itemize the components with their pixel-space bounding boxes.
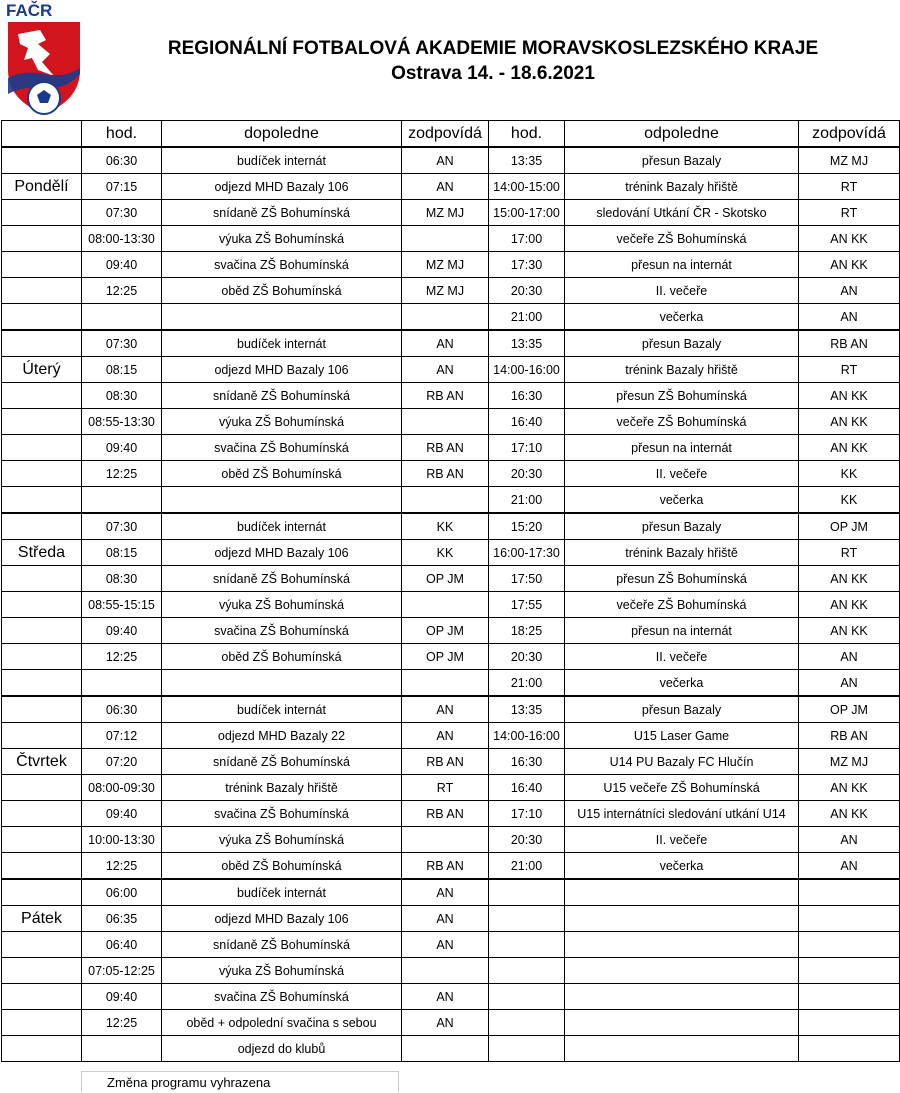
responsible-pm-cell: AN KK	[799, 592, 900, 618]
activity-am-cell: odjezd MHD Bazaly 106	[162, 357, 402, 383]
responsible-pm-cell: AN	[799, 304, 900, 331]
responsible-pm-cell: OP JM	[799, 513, 900, 540]
day-cell	[2, 775, 82, 801]
time-pm-cell: 21:00	[489, 670, 565, 697]
table-row	[2, 487, 900, 514]
header-cell-dopoledne: dopoledne	[162, 121, 402, 148]
activity-am-cell: oběd ZŠ Bohumínská	[162, 461, 402, 487]
day-cell	[2, 670, 82, 697]
activity-pm-cell: trénink Bazaly hřiště	[565, 540, 799, 566]
time-pm-cell	[489, 879, 565, 906]
table-row	[2, 357, 900, 383]
time-pm-cell: 21:00	[489, 853, 565, 880]
responsible-am-cell: AN	[402, 696, 489, 723]
activity-am-cell: výuka ZŠ Bohumínská	[162, 827, 402, 853]
activity-pm-cell: U15 večeře ZŠ Bohumínská	[565, 775, 799, 801]
day-cell: Pátek	[2, 906, 82, 932]
table-row	[2, 958, 900, 984]
activity-pm-cell: II. večeře	[565, 644, 799, 670]
day-cell	[2, 278, 82, 304]
activity-am-cell: výuka ZŠ Bohumínská	[162, 226, 402, 252]
program-note: Změna programu vyhrazena	[81, 1071, 399, 1092]
time-am-cell: 07:12	[82, 723, 162, 749]
time-pm-cell: 20:30	[489, 461, 565, 487]
responsible-am-cell	[402, 827, 489, 853]
responsible-am-cell	[402, 670, 489, 697]
time-pm-cell: 16:30	[489, 749, 565, 775]
time-am-cell: 06:00	[82, 879, 162, 906]
table-row	[2, 383, 900, 409]
time-am-cell: 06:30	[82, 696, 162, 723]
day-cell	[2, 1036, 82, 1062]
activity-am-cell: odjezd MHD Bazaly 22	[162, 723, 402, 749]
responsible-pm-cell: AN	[799, 644, 900, 670]
time-am-cell: 06:30	[82, 147, 162, 174]
day-cell	[2, 383, 82, 409]
responsible-am-cell: RB AN	[402, 461, 489, 487]
day-cell	[2, 592, 82, 618]
activity-pm-cell: II. večeře	[565, 461, 799, 487]
day-cell	[2, 723, 82, 749]
table-row	[2, 853, 900, 880]
day-cell	[2, 958, 82, 984]
activity-am-cell: odjezd MHD Bazaly 106	[162, 906, 402, 932]
activity-pm-cell: večeře ZŠ Bohumínská	[565, 592, 799, 618]
table-row	[2, 174, 900, 200]
activity-pm-cell	[565, 906, 799, 932]
logo-text: FAČR	[6, 1, 53, 20]
responsible-pm-cell	[799, 1036, 900, 1062]
responsible-am-cell: RB AN	[402, 435, 489, 461]
time-am-cell: 09:40	[82, 801, 162, 827]
activity-pm-cell: přesun Bazaly	[565, 513, 799, 540]
table-row	[2, 566, 900, 592]
responsible-am-cell: AN	[402, 330, 489, 357]
day-cell: Úterý	[2, 357, 82, 383]
day-cell	[2, 853, 82, 880]
day-cell	[2, 618, 82, 644]
activity-am-cell: oběd + odpolední svačina s sebou	[162, 1010, 402, 1036]
activity-pm-cell: večerka	[565, 670, 799, 697]
table-row	[2, 513, 900, 540]
activity-am-cell: budíček internát	[162, 879, 402, 906]
day-cell: Čtvrtek	[2, 749, 82, 775]
table-row	[2, 618, 900, 644]
table-row	[2, 330, 900, 357]
responsible-am-cell	[402, 592, 489, 618]
activity-am-cell: budíček internát	[162, 330, 402, 357]
table-row	[2, 252, 900, 278]
time-am-cell: 08:15	[82, 540, 162, 566]
facr-logo	[2, 0, 86, 118]
activity-am-cell: výuka ZŠ Bohumínská	[162, 592, 402, 618]
time-am-cell: 12:25	[82, 278, 162, 304]
time-am-cell: 12:25	[82, 461, 162, 487]
responsible-am-cell: RB AN	[402, 749, 489, 775]
day-cell	[2, 409, 82, 435]
activity-pm-cell: U15 internátníci sledování utkání U14	[565, 801, 799, 827]
header-cell-day	[2, 121, 82, 148]
table-row	[2, 435, 900, 461]
time-pm-cell: 15:20	[489, 513, 565, 540]
activity-am-cell: výuka ZŠ Bohumínská	[162, 958, 402, 984]
day-cell	[2, 461, 82, 487]
responsible-pm-cell: RT	[799, 357, 900, 383]
activity-pm-cell: večerka	[565, 853, 799, 880]
activity-pm-cell	[565, 879, 799, 906]
activity-am-cell: odjezd MHD Bazaly 106	[162, 174, 402, 200]
activity-am-cell: trénink Bazaly hřiště	[162, 775, 402, 801]
time-pm-cell: 13:35	[489, 147, 565, 174]
time-am-cell: 09:40	[82, 252, 162, 278]
table-row	[2, 775, 900, 801]
table-header-row	[2, 121, 900, 148]
activity-am-cell: snídaně ZŠ Bohumínská	[162, 749, 402, 775]
table-row	[2, 304, 900, 331]
day-cell	[2, 984, 82, 1010]
activity-pm-cell	[565, 1036, 799, 1062]
time-am-cell: 07:20	[82, 749, 162, 775]
time-pm-cell: 20:30	[489, 827, 565, 853]
responsible-am-cell: OP JM	[402, 566, 489, 592]
day-cell: Středa	[2, 540, 82, 566]
activity-am-cell: snídaně ZŠ Bohumínská	[162, 383, 402, 409]
table-row	[2, 461, 900, 487]
table-row	[2, 723, 900, 749]
activity-pm-cell: večerka	[565, 304, 799, 331]
activity-pm-cell: přesun na internát	[565, 435, 799, 461]
responsible-pm-cell: AN	[799, 853, 900, 880]
time-pm-cell: 13:35	[489, 696, 565, 723]
responsible-pm-cell: RB AN	[799, 723, 900, 749]
day-cell	[2, 644, 82, 670]
day-cell	[2, 330, 82, 357]
time-am-cell: 07:30	[82, 330, 162, 357]
responsible-am-cell: OP JM	[402, 618, 489, 644]
table-row	[2, 1010, 900, 1036]
responsible-am-cell: KK	[402, 540, 489, 566]
activity-pm-cell	[565, 984, 799, 1010]
time-am-cell	[82, 670, 162, 697]
time-am-cell: 12:25	[82, 853, 162, 880]
page-title	[86, 36, 900, 86]
responsible-am-cell: RB AN	[402, 853, 489, 880]
activity-pm-cell: přesun ZŠ Bohumínská	[565, 383, 799, 409]
header-cell-hod-am: hod.	[82, 121, 162, 148]
activity-am-cell: svačina ZŠ Bohumínská	[162, 618, 402, 644]
responsible-pm-cell: AN KK	[799, 252, 900, 278]
activity-pm-cell	[565, 1010, 799, 1036]
time-am-cell: 08:55-15:15	[82, 592, 162, 618]
responsible-pm-cell: AN KK	[799, 409, 900, 435]
time-pm-cell	[489, 1036, 565, 1062]
day-cell	[2, 801, 82, 827]
activity-am-cell: výuka ZŠ Bohumínská	[162, 409, 402, 435]
time-pm-cell: 14:00-15:00	[489, 174, 565, 200]
activity-am-cell: svačina ZŠ Bohumínská	[162, 801, 402, 827]
time-am-cell: 07:15	[82, 174, 162, 200]
activity-am-cell: snídaně ZŠ Bohumínská	[162, 932, 402, 958]
day-cell	[2, 226, 82, 252]
header-cell-zodpovida-pm: zodpovídá	[799, 121, 900, 148]
activity-am-cell: svačina ZŠ Bohumínská	[162, 435, 402, 461]
responsible-am-cell: MZ MJ	[402, 252, 489, 278]
day-cell	[2, 200, 82, 226]
time-am-cell: 07:05-12:25	[82, 958, 162, 984]
activity-am-cell: oběd ZŠ Bohumínská	[162, 644, 402, 670]
activity-pm-cell: sledování Utkání ČR - Skotsko	[565, 200, 799, 226]
activity-pm-cell: večerka	[565, 487, 799, 514]
responsible-am-cell: AN	[402, 174, 489, 200]
time-am-cell: 08:30	[82, 566, 162, 592]
time-pm-cell: 17:30	[489, 252, 565, 278]
responsible-am-cell: AN	[402, 906, 489, 932]
responsible-pm-cell	[799, 932, 900, 958]
responsible-pm-cell: RB AN	[799, 330, 900, 357]
responsible-pm-cell: OP JM	[799, 696, 900, 723]
table-row	[2, 592, 900, 618]
activity-pm-cell: trénink Bazaly hřiště	[565, 357, 799, 383]
table-row	[2, 278, 900, 304]
time-pm-cell: 16:30	[489, 383, 565, 409]
responsible-am-cell: AN	[402, 723, 489, 749]
time-am-cell	[82, 487, 162, 514]
time-am-cell: 07:30	[82, 200, 162, 226]
activity-pm-cell: přesun ZŠ Bohumínská	[565, 566, 799, 592]
responsible-am-cell	[402, 304, 489, 331]
responsible-pm-cell: MZ MJ	[799, 147, 900, 174]
header-cell-odpoledne: odpoledne	[565, 121, 799, 148]
responsible-am-cell: AN	[402, 357, 489, 383]
activity-pm-cell: večeře ZŠ Bohumínská	[565, 409, 799, 435]
time-pm-cell: 14:00-16:00	[489, 357, 565, 383]
responsible-pm-cell: KK	[799, 461, 900, 487]
time-pm-cell: 16:40	[489, 409, 565, 435]
responsible-pm-cell: RT	[799, 174, 900, 200]
responsible-pm-cell	[799, 879, 900, 906]
header-cell-zodpovida-am: zodpovídá	[402, 121, 489, 148]
day-cell	[2, 487, 82, 514]
time-pm-cell: 13:35	[489, 330, 565, 357]
responsible-am-cell: MZ MJ	[402, 278, 489, 304]
activity-pm-cell: přesun Bazaly	[565, 696, 799, 723]
time-am-cell: 06:35	[82, 906, 162, 932]
table-row	[2, 200, 900, 226]
activity-pm-cell: přesun Bazaly	[565, 147, 799, 174]
table-row	[2, 409, 900, 435]
time-am-cell: 07:30	[82, 513, 162, 540]
responsible-am-cell: AN	[402, 932, 489, 958]
responsible-am-cell: MZ MJ	[402, 200, 489, 226]
day-cell	[2, 566, 82, 592]
table-row	[2, 906, 900, 932]
time-pm-cell	[489, 984, 565, 1010]
responsible-am-cell: AN	[402, 1010, 489, 1036]
time-pm-cell: 20:30	[489, 644, 565, 670]
time-pm-cell: 14:00-16:00	[489, 723, 565, 749]
time-pm-cell: 17:55	[489, 592, 565, 618]
responsible-pm-cell	[799, 906, 900, 932]
table-row	[2, 696, 900, 723]
day-cell	[2, 304, 82, 331]
responsible-pm-cell: AN KK	[799, 775, 900, 801]
table-row	[2, 540, 900, 566]
facr-logo-icon	[2, 0, 86, 118]
table-row	[2, 147, 900, 174]
title-line-2: Ostrava 14. - 18.6.2021	[391, 63, 595, 84]
table-row	[2, 749, 900, 775]
day-cell	[2, 252, 82, 278]
time-am-cell: 09:40	[82, 618, 162, 644]
day-cell	[2, 879, 82, 906]
activity-am-cell: oběd ZŠ Bohumínská	[162, 278, 402, 304]
activity-pm-cell: přesun na internát	[565, 618, 799, 644]
responsible-pm-cell: MZ MJ	[799, 749, 900, 775]
responsible-am-cell: RT	[402, 775, 489, 801]
responsible-pm-cell	[799, 984, 900, 1010]
responsible-pm-cell: AN KK	[799, 383, 900, 409]
title-line-1: REGIONÁLNÍ FOTBALOVÁ AKADEMIE MORAVSKOSLEZSKÉHO KRAJE	[167, 38, 819, 59]
activity-am-cell: odjezd do klubů	[162, 1036, 402, 1062]
time-pm-cell: 21:00	[489, 304, 565, 331]
time-am-cell: 08:30	[82, 383, 162, 409]
activity-pm-cell: přesun Bazaly	[565, 330, 799, 357]
activity-am-cell	[162, 487, 402, 514]
day-cell	[2, 513, 82, 540]
time-am-cell: 08:00-09:30	[82, 775, 162, 801]
responsible-pm-cell: KK	[799, 487, 900, 514]
activity-pm-cell: II. večeře	[565, 827, 799, 853]
responsible-pm-cell: RT	[799, 200, 900, 226]
responsible-pm-cell: AN	[799, 827, 900, 853]
header-cell-hod-pm: hod.	[489, 121, 565, 148]
day-cell	[2, 435, 82, 461]
time-pm-cell	[489, 958, 565, 984]
responsible-pm-cell	[799, 1010, 900, 1036]
table-row	[2, 226, 900, 252]
activity-am-cell: svačina ZŠ Bohumínská	[162, 984, 402, 1010]
activity-am-cell: budíček internát	[162, 696, 402, 723]
responsible-am-cell	[402, 226, 489, 252]
responsible-am-cell: AN	[402, 879, 489, 906]
time-pm-cell: 17:00	[489, 226, 565, 252]
responsible-pm-cell: AN KK	[799, 435, 900, 461]
day-cell	[2, 932, 82, 958]
responsible-pm-cell: AN KK	[799, 801, 900, 827]
time-am-cell: 08:00-13:30	[82, 226, 162, 252]
schedule-body	[2, 121, 900, 1062]
table-row	[2, 1036, 900, 1062]
time-pm-cell: 21:00	[489, 487, 565, 514]
responsible-pm-cell: RT	[799, 540, 900, 566]
responsible-am-cell	[402, 958, 489, 984]
time-pm-cell	[489, 932, 565, 958]
table-row	[2, 984, 900, 1010]
responsible-pm-cell: AN KK	[799, 618, 900, 644]
responsible-am-cell	[402, 487, 489, 514]
responsible-pm-cell	[799, 958, 900, 984]
day-cell	[2, 147, 82, 174]
time-am-cell: 08:15	[82, 357, 162, 383]
responsible-pm-cell: AN KK	[799, 226, 900, 252]
day-cell	[2, 696, 82, 723]
responsible-am-cell: RB AN	[402, 801, 489, 827]
responsible-pm-cell: AN	[799, 278, 900, 304]
responsible-am-cell	[402, 1036, 489, 1062]
activity-am-cell	[162, 304, 402, 331]
day-cell: Pondělí	[2, 174, 82, 200]
time-pm-cell	[489, 1010, 565, 1036]
time-am-cell: 12:25	[82, 1010, 162, 1036]
time-pm-cell: 17:50	[489, 566, 565, 592]
time-pm-cell: 17:10	[489, 435, 565, 461]
responsible-am-cell: OP JM	[402, 644, 489, 670]
activity-am-cell: odjezd MHD Bazaly 106	[162, 540, 402, 566]
time-pm-cell: 18:25	[489, 618, 565, 644]
table-row	[2, 644, 900, 670]
activity-pm-cell: U14 PU Bazaly FC Hlučín	[565, 749, 799, 775]
day-cell	[2, 1010, 82, 1036]
responsible-am-cell: KK	[402, 513, 489, 540]
activity-am-cell: snídaně ZŠ Bohumínská	[162, 566, 402, 592]
table-row	[2, 670, 900, 697]
table-row	[2, 801, 900, 827]
activity-pm-cell	[565, 932, 799, 958]
activity-am-cell: budíček internát	[162, 147, 402, 174]
activity-pm-cell: trénink Bazaly hřiště	[565, 174, 799, 200]
time-am-cell: 12:25	[82, 644, 162, 670]
table-row	[2, 932, 900, 958]
time-pm-cell: 15:00-17:00	[489, 200, 565, 226]
activity-am-cell: oběd ZŠ Bohumínská	[162, 853, 402, 880]
time-pm-cell: 20:30	[489, 278, 565, 304]
activity-am-cell: snídaně ZŠ Bohumínská	[162, 200, 402, 226]
table-row	[2, 827, 900, 853]
activity-pm-cell	[565, 958, 799, 984]
activity-pm-cell: přesun na internát	[565, 252, 799, 278]
activity-am-cell: svačina ZŠ Bohumínská	[162, 252, 402, 278]
activity-pm-cell: večeře ZŠ Bohumínská	[565, 226, 799, 252]
responsible-am-cell	[402, 409, 489, 435]
responsible-am-cell: RB AN	[402, 383, 489, 409]
time-pm-cell: 17:10	[489, 801, 565, 827]
activity-am-cell	[162, 670, 402, 697]
day-cell	[2, 827, 82, 853]
time-am-cell: 09:40	[82, 435, 162, 461]
responsible-pm-cell: AN KK	[799, 566, 900, 592]
responsible-pm-cell: AN	[799, 670, 900, 697]
time-am-cell: 08:55-13:30	[82, 409, 162, 435]
activity-pm-cell: II. večeře	[565, 278, 799, 304]
time-am-cell	[82, 1036, 162, 1062]
time-am-cell: 10:00-13:30	[82, 827, 162, 853]
time-am-cell: 09:40	[82, 984, 162, 1010]
activity-pm-cell: U15 Laser Game	[565, 723, 799, 749]
activity-am-cell: budíček internát	[162, 513, 402, 540]
schedule-table	[1, 120, 900, 1062]
time-pm-cell	[489, 906, 565, 932]
table-row	[2, 879, 900, 906]
responsible-am-cell: AN	[402, 984, 489, 1010]
time-pm-cell: 16:00-17:30	[489, 540, 565, 566]
time-am-cell: 06:40	[82, 932, 162, 958]
time-am-cell	[82, 304, 162, 331]
time-pm-cell: 16:40	[489, 775, 565, 801]
responsible-am-cell: AN	[402, 147, 489, 174]
